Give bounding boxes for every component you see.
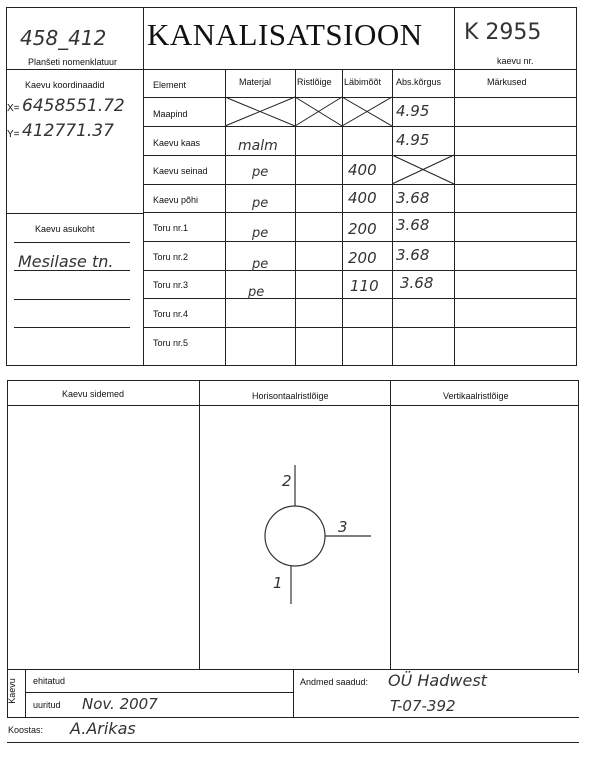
row-diameter: 400 bbox=[348, 161, 377, 179]
row-element: Toru nr.1 bbox=[153, 223, 189, 233]
y-prefix: Y= bbox=[7, 129, 20, 140]
col-header-material: Materjal bbox=[239, 77, 272, 87]
row-element: Kaevu põhi bbox=[153, 195, 199, 205]
well-number-value: K 2955 bbox=[464, 20, 542, 45]
well-number-label: kaevu nr. bbox=[497, 56, 534, 66]
row-element: Kaevu kaas bbox=[153, 138, 201, 148]
data-from-label: Andmed saadud: bbox=[300, 677, 369, 687]
nomenclature-label: Planšeti nomenklatuur bbox=[28, 57, 118, 67]
row-element: Toru nr.2 bbox=[153, 252, 189, 262]
row-diameter: 110 bbox=[350, 277, 379, 295]
row-abs-height: 3.68 bbox=[396, 189, 430, 207]
row-abs-height: 4.95 bbox=[396, 131, 430, 149]
pipe-label: 1 bbox=[273, 574, 283, 592]
row-element: Toru nr.4 bbox=[153, 309, 189, 319]
page-title: KANALISATSIOON bbox=[147, 17, 423, 52]
coords-label: Kaevu koordinaadid bbox=[25, 80, 105, 90]
surveyed-label: uuritud bbox=[33, 700, 61, 710]
nomenclature-value: 458_412 bbox=[20, 26, 107, 50]
col-header-horizontal-section: Horisontaalristlõige bbox=[252, 391, 329, 401]
row-element: Toru nr.5 bbox=[153, 338, 189, 348]
col-header-connections: Kaevu sidemed bbox=[62, 389, 125, 399]
row-element: Kaevu seinad bbox=[153, 166, 208, 176]
author-label: Koostas: bbox=[8, 725, 44, 735]
row-material: pe bbox=[252, 196, 269, 211]
row-abs-height: 3.68 bbox=[396, 246, 430, 264]
row-material: malm bbox=[238, 138, 278, 154]
col-header-vertical-section: Vertikaalristlõige bbox=[443, 391, 509, 401]
built-label: ehitatud bbox=[33, 676, 66, 686]
row-abs-height: 4.95 bbox=[396, 102, 430, 120]
row-material: pe bbox=[252, 226, 269, 241]
row-diameter: 200 bbox=[348, 220, 377, 238]
x-coordinate: 6458551.72 bbox=[22, 96, 125, 116]
col-header-diameter: Läbimõõt bbox=[344, 77, 382, 87]
data-from-value: OÜ Hadwest bbox=[388, 671, 487, 690]
y-coordinate: 412771.37 bbox=[22, 121, 114, 141]
row-diameter: 200 bbox=[348, 249, 377, 267]
col-header-cross-section: Ristlõige bbox=[297, 77, 332, 87]
col-header-abs-height: Abs.kõrgus bbox=[396, 77, 442, 87]
row-element: Maapind bbox=[153, 109, 188, 119]
row-abs-height: 3.68 bbox=[400, 274, 434, 292]
data-from-code: T-07-392 bbox=[390, 697, 456, 715]
location-label: Kaevu asukoht bbox=[35, 224, 95, 234]
row-abs-height: 3.68 bbox=[396, 216, 430, 234]
row-element: Toru nr.3 bbox=[153, 280, 189, 290]
pipe-label: 3 bbox=[338, 518, 348, 536]
pipe-label: 2 bbox=[282, 472, 292, 490]
location-value: Mesilase tn. bbox=[18, 252, 114, 271]
row-material: pe bbox=[252, 165, 269, 180]
author-value: A.Arikas bbox=[70, 719, 136, 738]
row-material: pe bbox=[252, 257, 269, 272]
col-header-element: Element bbox=[153, 80, 187, 90]
row-diameter: 400 bbox=[348, 189, 377, 207]
x-prefix: X= bbox=[7, 103, 20, 114]
side-label: Kaevu bbox=[6, 678, 17, 704]
surveyed-value: Nov. 2007 bbox=[82, 695, 158, 713]
row-material: pe bbox=[248, 285, 265, 300]
col-header-notes: Märkused bbox=[487, 77, 527, 87]
